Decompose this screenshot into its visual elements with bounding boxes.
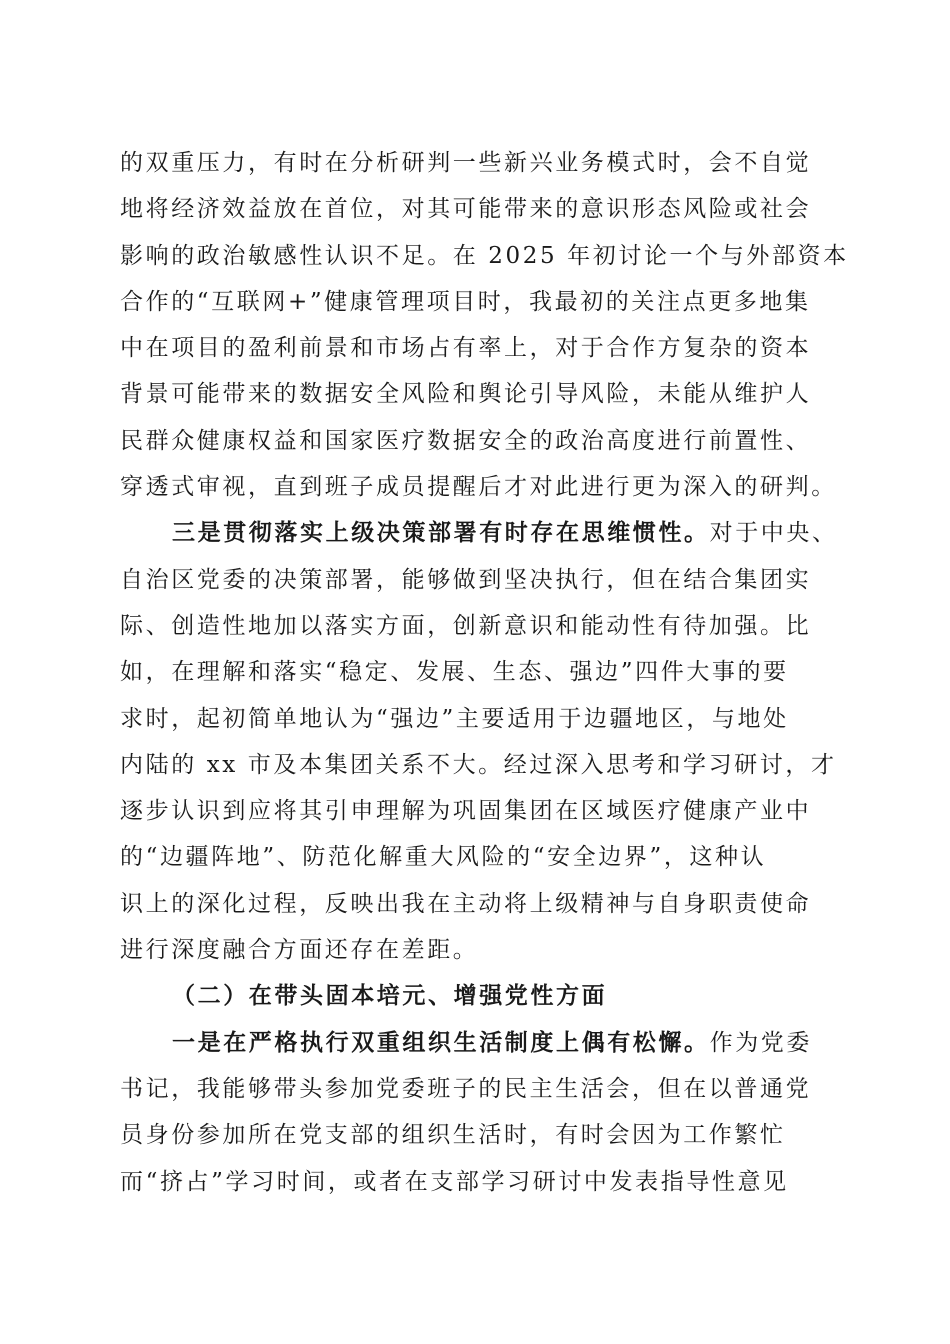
paragraph-lead-rest: 作为党委 [709, 1029, 813, 1056]
text-line: 合作的“互联网+”健康管理项目时，我最初的关注点更多地集 [120, 288, 811, 315]
text-line: 进行深度融合方面还存在差距。 [120, 937, 479, 964]
paragraph-lead-line [120, 510, 838, 556]
text-line: 的“边疆阵地”、防范化解重大风险的“安全边界”，这种认 [120, 844, 767, 871]
paragraph-lead-point: 一是在严格执行双重组织生活制度上偶有松懈。 [172, 1028, 710, 1056]
body-text [120, 140, 849, 1205]
text-line: 际、创造性地加以落实方面，创新意识和能动性有待加强。比 [120, 612, 812, 639]
text-line: 穿透式审视，直到班子成员提醒后才对此进行更为深入的研判。 [120, 474, 837, 501]
paragraph-lead-point: 三是贯彻落实上级决策部署有时存在思维惯性。 [172, 519, 710, 547]
paragraph-lead-rest: 对于中央、 [709, 520, 838, 547]
text-line: 书记，我能够带头参加党委班子的民主生活会，但在以普通党 [120, 1075, 812, 1102]
text-line: 如，在理解和落实“稳定、发展、生态、强边”四件大事的要 [120, 659, 789, 686]
text-line: 影响的政治敏感性认识不足。在 2025 年初讨论一个与外部资本 [120, 242, 849, 269]
text-line: 的双重压力，有时在分析研判一些新兴业务模式时，会不自觉 [120, 150, 812, 176]
text-line: 背景可能带来的数据安全风险和舆论引导风险，未能从维护人 [120, 381, 812, 408]
text-line: 内陆的 xx 市及本集团关系不大。经过深入思考和学习研讨，才 [120, 751, 837, 778]
text-line: 中在项目的盈利前景和市场占有率上，对于合作方复杂的资本 [120, 335, 812, 362]
text-line: 逐步认识到应将其引申理解为巩固集团在区域医疗健康产业中 [120, 798, 812, 825]
paragraph-lead-line [120, 1020, 832, 1066]
section-heading: （二）在带头固本培元、增强党性方面 [172, 982, 608, 1010]
text-line: 地将经济效益放在首位，对其可能带来的意识形态风险或社会 [120, 196, 812, 223]
text-line: 自治区党委的决策部署，能够做到坚决执行，但在结合集团实 [120, 566, 812, 593]
text-line: 民群众健康权益和国家医疗数据安全的政治高度进行前置性、 [120, 427, 812, 454]
text-line: 求时，起初简单地认为“强边”主要适用于边疆地区，与地处 [120, 705, 789, 732]
text-line: 识上的深化过程，反映出我在主动将上级精神与自身职责使命 [120, 890, 812, 917]
text-line: 而“挤占”学习时间，或者在支部学习研讨中发表指导性意见 [120, 1168, 789, 1195]
text-line: 员身份参加所在党支部的组织生活时，有时会因为工作繁忙 [120, 1122, 786, 1149]
